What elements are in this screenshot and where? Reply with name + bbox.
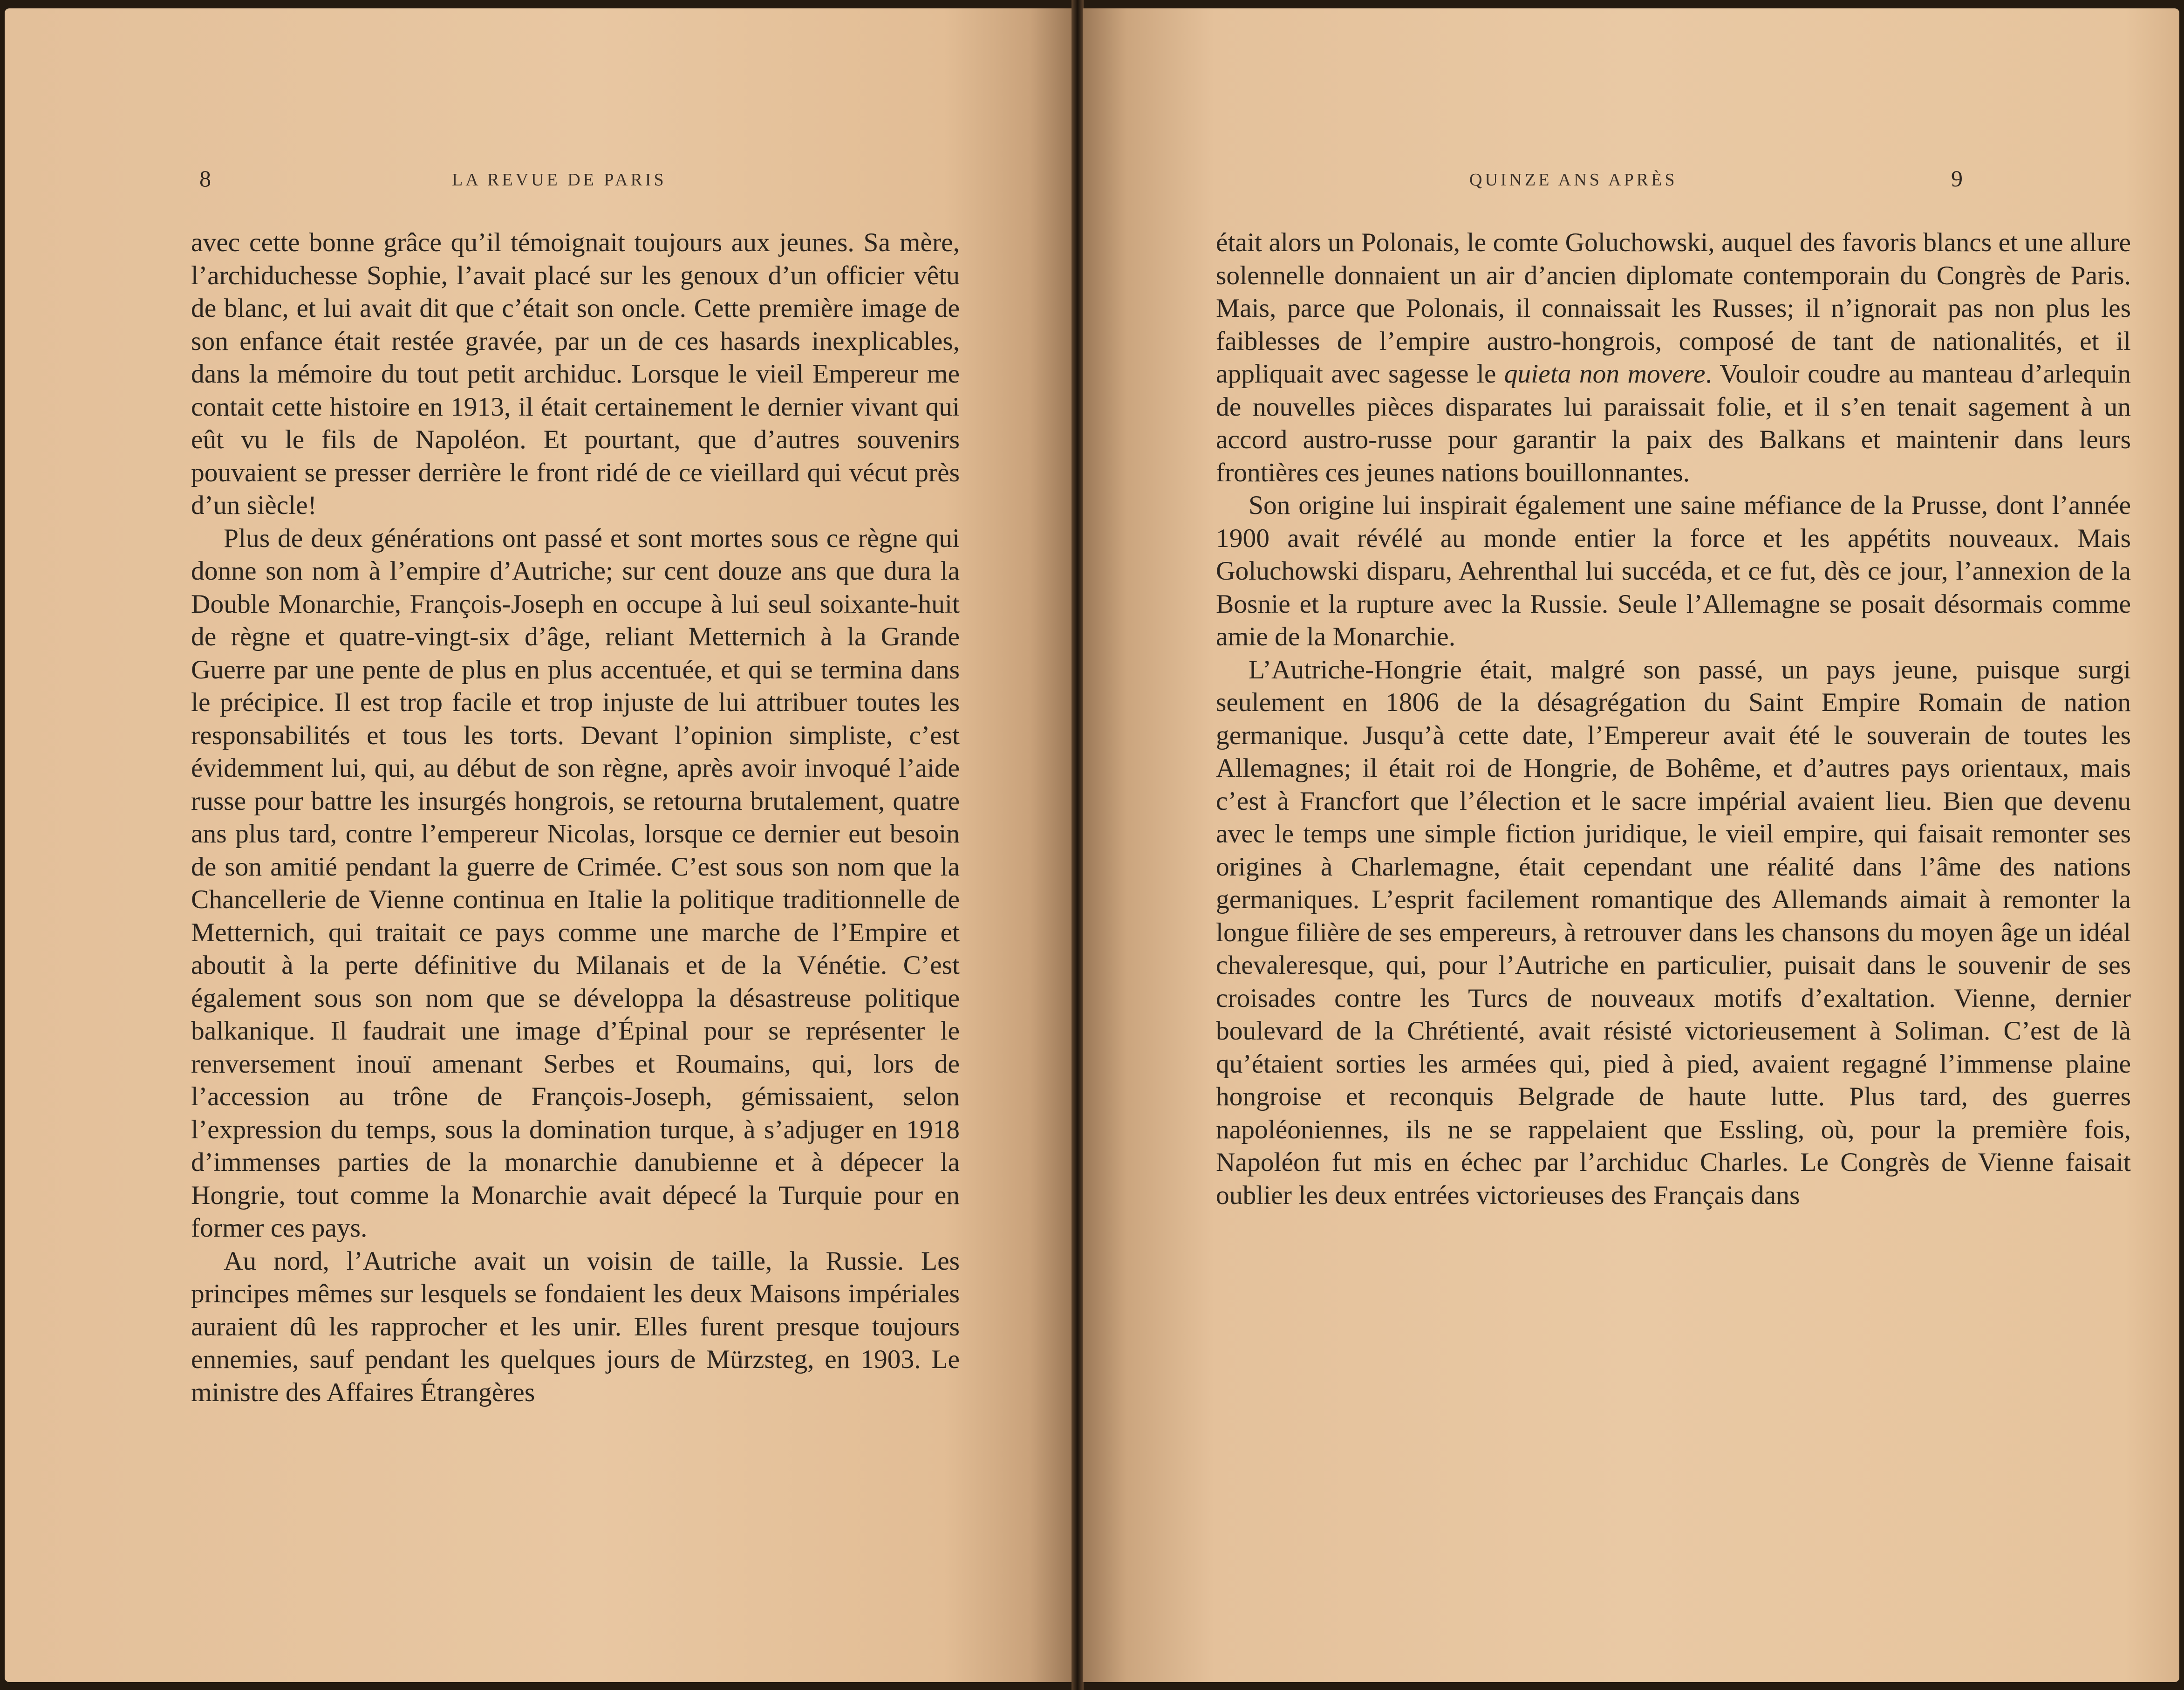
paragraph [1216,226,2131,489]
paragraph-text: . Vouloir coudre au manteau d’arlequin de nouvelles pièces disparates lui paraissait folie, et il s’en tenait sagement à un accord austro-russe pour garantir la paix des Balkans et maintenir dans leurs frontières ces jeunes nations bouillonnantes. [1216,359,2131,487]
paragraph: Plus de deux générations ont passé et sont mortes sous ce règne qui donne son nom à l’empire d’Autriche; sur cent douze ans que dura la Double Monarchie, François-Joseph en occupe à lui seul soixante-huit de règne et quatre-vingt-six d’âge, reliant Metternich à la Grande Guerre par une pente de plus en plus accentuée, et qui se termina dans le précipice. Il est trop facile et trop injuste de lui attribuer toutes les responsabilités et tous les torts. Devant l’opinion simpliste, c’est évidemment lui, qui, au début de son règne, après avoir invoqué l’aide russe pour battre les insurgés hongrois, se retourna brutalement, quatre ans plus tard, contre l’empereur Nicolas, lorsque ce dernier eut besoin de son amitié pendant la guerre de Crimée. C’est sous son nom que la Chancellerie de Vienne continua en Italie la politique traditionnelle de Metternich, qui traitait ce pays comme une marche de l’Empire et aboutit à la perte définitive du Milanais et de la Vénétie. C’est également sous son nom que se développa la désastreuse politique balkanique. Il faudrait une image d’Épinal pour se représenter le renversement inouï amenant Serbes et Roumains, qui, lors de l’accession au trône de François-Joseph, gémissaient, selon l’expression du temps, sous la domination turque, à s’adjuger en 1918 d’immenses parties de la monarchie danubienne et à dépecer la Hongrie, tout comme la Monarchie avait dépecé la Turquie pour en former ces pays. [191,523,960,1243]
right-page [1083,8,2179,1682]
paragraph: Au nord, l’Autriche avait un voisin de taille, la Russie. Les principes mêmes sur lesquels se fondaient les deux Maisons impériales auraient dû les rapprocher et les unir. Elles furent presque toujours ennemies, sauf pendant les quelques jours de Mürzsteg, en 1903. Le ministre des Affaires Étrangères [191,1246,960,1407]
page-number-right: 9 [1951,165,1963,192]
paragraph: L’Autriche-Hongrie était, malgré son passé, un pays jeune, puisque surgi seulement en 1806 de la désagrégation du Saint Empire Romain de nation germanique. Jusqu’à cette date, l’Empereur avait été le souverain de toutes les Allemagnes; il était roi de Hongrie, de Bohême, et d’autres pays orientaux, mais c’est à Francfort que l’élection et le sacre impérial avaient lieu. Bien que devenu avec le temps une simple fiction juridique, le vieil empire, qui faisait remonter ses origines à Charlemagne, était cependant une réalité dans l’âme des nations germaniques. L’esprit facilement romantique des Allemands aimait à remonter la longue filière de ses empereurs, à retrouver dans les chansons du moyen âge un idéal chevaleresque, qui, pour l’Autriche en particulier, puisait dans le souvenir de ses croisades contre les Turcs de nouveaux motifs d’exaltation. Vienne, dernier boulevard de la Chrétienté, avait résisté victorieusement à Soliman. C’est de là qu’étaient sorties les armées qui, pied à pied, avaient regagné l’immense plaine hongroise et reconquis Belgrade de haute lutte. Plus tard, des guerres napoléoniennes, ils ne se rappelaient que Essling, où, pour la première fois, Napoléon fut mis en échec par l’archiduc Charles. Le Congrès de Vienne faisait oublier les deux entrées victorieuses des Français dans [1216,655,2131,1210]
right-page-text [1216,226,2131,1212]
left-page [5,8,1072,1682]
page-number-left: 8 [199,165,211,192]
paragraph: Son origine lui inspirait également une saine méfiance de la Prusse, dont l’année 1900 avait révélé au monde entier la force et les appétits nouveaux. Mais Goluchowski disparu, Aehrenthal lui succéda, et ce fut, dès ce jour, l’annexion de la Bosnie et la rupture avec la Russie. Seule l’Allemagne se posait désormais comme amie de la Monarchie. [1216,491,2131,651]
paragraph-text: était alors un Polonais, le comte Goluchowski, auquel des favoris blancs et une allure solennelle donnaient un air d’ancien diplomate contemporain du Congrès de Paris. Mais, parce que Polonais, il connaissait les Russes; il n’ignorait pas non plus les faiblesses de l’empire austro-hongrois, composé de tant de nationalités, et il appliquait avec sagesse le [1216,228,2131,389]
book-gutter [1072,0,1084,1690]
left-page-text [191,226,960,1409]
italic-phrase: quieta non movere [1504,359,1706,389]
paragraph: avec cette bonne grâce qu’il témoignait toujours aux jeunes. Sa mère, l’archiduchesse Sophie, l’avait placé sur les genoux d’un officier vêtu de blanc, et lui avait dit que c’était son oncle. Cette première image de son enfance était restée gravée, par un de ces hasards inexplicables, dans la mémoire du tout petit archiduc. Lorsque le vieil Empereur me contait cette histoire en 1913, il était certainement le dernier vivant qui eût vu le fils de Napoléon. Et pourtant, que d’autres souvenirs pouvaient se presser derrière le front ridé de ce vieillard qui vécut près d’un siècle! [191,228,960,520]
running-head-right: QUINZE ANS APRÈS [1469,170,1678,190]
running-head-left: LA REVUE DE PARIS [452,170,667,190]
